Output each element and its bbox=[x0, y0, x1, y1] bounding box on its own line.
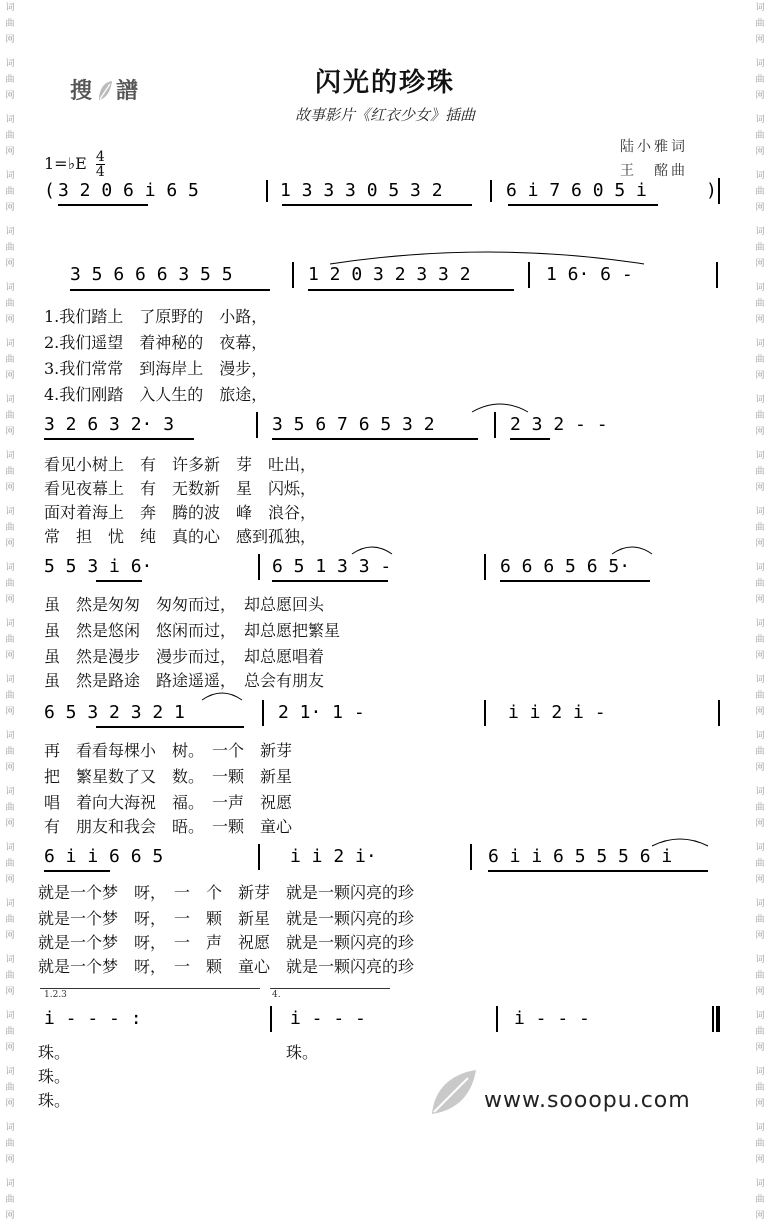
watermark-glyph: 网 bbox=[755, 539, 765, 549]
watermark-glyph: 网 bbox=[5, 35, 15, 45]
measure-3-2: 6 5 1 3 3 - bbox=[272, 556, 392, 577]
watermark-glyph: 曲 bbox=[5, 803, 15, 813]
beam bbox=[488, 870, 708, 872]
watermark-glyph: 曲 bbox=[5, 523, 15, 533]
logo-text-left: 搜 bbox=[70, 79, 95, 104]
watermark-glyph: 曲 bbox=[5, 1083, 15, 1093]
watermark-glyph: 网 bbox=[5, 91, 15, 101]
measure-5-1: 6 i i 6 6 5 bbox=[44, 846, 164, 867]
watermark-glyph: 曲 bbox=[5, 579, 15, 589]
watermark-glyph: 曲 bbox=[755, 971, 765, 981]
intro-close-paren: ) bbox=[706, 180, 717, 201]
watermark-glyph: 网 bbox=[5, 1155, 15, 1165]
watermark-glyph: 词 bbox=[755, 115, 765, 125]
watermark-glyph: 网 bbox=[5, 595, 15, 605]
song-title: 闪光的珍珠 bbox=[314, 68, 455, 98]
watermark-glyph: 词 bbox=[755, 787, 765, 797]
watermark-glyph: 词 bbox=[755, 563, 765, 573]
watermark-glyph: 网 bbox=[5, 203, 15, 213]
intro-measure-1: 3 2 0 6 i 6 5 bbox=[58, 180, 199, 201]
watermark-glyph: 词 bbox=[755, 171, 765, 181]
watermark-glyph: 网 bbox=[755, 931, 765, 941]
volta-bracket-1 bbox=[40, 988, 260, 989]
lyric-line: 珠。 bbox=[38, 1067, 71, 1086]
lyric-line: 珠。 bbox=[38, 1091, 71, 1110]
left-watermark-column bbox=[0, 0, 20, 1221]
measure-6-2: i - - - bbox=[290, 1008, 366, 1029]
watermark-glyph: 曲 bbox=[5, 635, 15, 645]
beam bbox=[282, 204, 472, 206]
watermark-glyph: 曲 bbox=[5, 467, 15, 477]
watermark-glyph: 曲 bbox=[755, 467, 765, 477]
barline bbox=[496, 1006, 498, 1032]
watermark-glyph: 网 bbox=[755, 1211, 765, 1221]
measure-1-3: 1 6· 6 - bbox=[546, 264, 633, 285]
watermark-glyph: 词 bbox=[5, 115, 15, 125]
watermark-glyph: 曲 bbox=[755, 523, 765, 533]
watermark-glyph: 曲 bbox=[755, 355, 765, 365]
barline bbox=[494, 412, 496, 438]
tie-slur bbox=[650, 834, 710, 848]
measure-4-3: i i 2 i - bbox=[508, 702, 606, 723]
leaf-icon bbox=[428, 1068, 480, 1118]
lyric-line: 常 担 忧 纯 真的心 感到孤独， bbox=[44, 527, 317, 546]
watermark-glyph: 曲 bbox=[755, 747, 765, 757]
watermark-glyph: 曲 bbox=[755, 187, 765, 197]
watermark-glyph: 网 bbox=[755, 147, 765, 157]
watermark-glyph: 网 bbox=[5, 427, 15, 437]
lyric-line: 2.我们遥望 着神秘的 夜幕， bbox=[44, 333, 268, 352]
volta-bracket-2 bbox=[270, 988, 390, 989]
watermark-glyph: 词 bbox=[5, 59, 15, 69]
lyric-line: 看见小树上 有 许多新 芽 吐出， bbox=[44, 455, 317, 474]
beam bbox=[70, 289, 270, 291]
watermark-glyph: 曲 bbox=[755, 691, 765, 701]
watermark-glyph: 词 bbox=[5, 675, 15, 685]
watermark-glyph: 曲 bbox=[755, 19, 765, 29]
watermark-glyph: 词 bbox=[755, 283, 765, 293]
watermark-glyph: 网 bbox=[755, 1099, 765, 1109]
lyric-line: 就是一个梦 呀， 一 颗 童心 就是一颗闪亮的珍 bbox=[38, 957, 415, 976]
beam bbox=[96, 726, 244, 728]
barline bbox=[718, 700, 720, 726]
beam bbox=[508, 204, 658, 206]
lyric-line: 把 繁星数了又 数。 一颗 新星 bbox=[44, 767, 293, 786]
watermark-glyph: 词 bbox=[5, 899, 15, 909]
measure-6-1: i - - - : bbox=[44, 1008, 142, 1029]
watermark-glyph: 网 bbox=[755, 1155, 765, 1165]
watermark-glyph: 词 bbox=[755, 1179, 765, 1189]
watermark-glyph: 曲 bbox=[755, 131, 765, 141]
watermark-glyph: 曲 bbox=[755, 1083, 765, 1093]
volta-label-1: 1.2.3 bbox=[44, 990, 67, 1000]
watermark-glyph: 词 bbox=[755, 507, 765, 517]
intro-measure-3: 6 i 7 6 0 5 i bbox=[506, 180, 647, 201]
measure-5-3: 6 i i 6 5 5 5 6 i bbox=[488, 846, 673, 867]
watermark-glyph: 曲 bbox=[755, 411, 765, 421]
watermark-glyph: 曲 bbox=[5, 355, 15, 365]
measure-5-2: i i 2 i· bbox=[290, 846, 377, 867]
watermark-glyph: 网 bbox=[5, 147, 15, 157]
watermark-glyph: 网 bbox=[755, 1043, 765, 1053]
watermark-glyph: 网 bbox=[755, 427, 765, 437]
watermark-glyph: 词 bbox=[755, 339, 765, 349]
watermark-glyph: 网 bbox=[5, 1211, 15, 1221]
intro-open-paren: ( bbox=[44, 180, 55, 201]
watermark-glyph: 曲 bbox=[755, 75, 765, 85]
barline bbox=[470, 844, 472, 870]
tie-slur bbox=[610, 542, 654, 556]
watermark-glyph: 网 bbox=[5, 987, 15, 997]
watermark-glyph: 网 bbox=[755, 203, 765, 213]
measure-6-3: i - - - bbox=[514, 1008, 590, 1029]
tie-slur bbox=[470, 398, 530, 414]
watermark-glyph: 曲 bbox=[755, 1195, 765, 1205]
watermark-glyph: 网 bbox=[755, 875, 765, 885]
watermark-glyph: 曲 bbox=[5, 915, 15, 925]
lyric-line: 面对着海上 奔 腾的波 峰 浪谷， bbox=[44, 503, 317, 522]
volta-label-2: 4. bbox=[272, 990, 281, 1000]
lyric-line: 珠。 bbox=[38, 1043, 71, 1062]
barline bbox=[490, 180, 492, 202]
watermark-glyph: 词 bbox=[755, 1067, 765, 1077]
tie-slur bbox=[200, 688, 244, 702]
intro-measure-2: 1 3 3 3 0 5 3 2 bbox=[280, 180, 443, 201]
watermark-glyph: 网 bbox=[5, 707, 15, 717]
watermark-glyph: 词 bbox=[5, 227, 15, 237]
lyric-line: 1.我们踏上 了原野的 小路， bbox=[44, 307, 268, 326]
watermark-glyph: 词 bbox=[5, 451, 15, 461]
beam bbox=[44, 438, 194, 440]
final-barline bbox=[716, 1006, 720, 1032]
watermark-glyph: 网 bbox=[5, 763, 15, 773]
lyric-line: 就是一个梦 呀， 一 个 新芽 就是一颗闪亮的珍 bbox=[38, 883, 415, 902]
watermark-glyph: 词 bbox=[5, 843, 15, 853]
time-bottom: 4 bbox=[95, 164, 105, 180]
lyric-line: 珠。 bbox=[286, 1043, 319, 1062]
lyric-line: 就是一个梦 呀， 一 颗 新星 就是一颗闪亮的珍 bbox=[38, 909, 415, 928]
watermark-glyph: 词 bbox=[5, 3, 15, 13]
beam bbox=[44, 870, 110, 872]
right-watermark-column bbox=[750, 0, 770, 1221]
watermark-glyph: 词 bbox=[5, 787, 15, 797]
tie-slur bbox=[328, 246, 648, 266]
watermark-glyph: 网 bbox=[5, 483, 15, 493]
watermark-glyph: 曲 bbox=[5, 75, 15, 85]
watermark-glyph: 网 bbox=[755, 763, 765, 773]
lyric-line: 唱 着向大海祝 福。 一声 祝愿 bbox=[44, 793, 293, 812]
tie-slur bbox=[350, 542, 394, 556]
watermark-glyph: 曲 bbox=[755, 1139, 765, 1149]
beam bbox=[500, 580, 650, 582]
watermark-glyph: 网 bbox=[755, 35, 765, 45]
watermark-glyph: 词 bbox=[755, 619, 765, 629]
watermark-glyph: 曲 bbox=[755, 1027, 765, 1037]
lyric-line: 看见夜幕上 有 无数新 星 闪烁， bbox=[44, 479, 317, 498]
watermark-glyph: 网 bbox=[755, 371, 765, 381]
beam bbox=[308, 289, 514, 291]
composer-credit: 王 酩曲 bbox=[620, 163, 688, 179]
lyric-line: 虽 然是悠闲 悠闲而过， 却总愿把繁星 bbox=[44, 621, 341, 640]
barline bbox=[256, 412, 258, 438]
measure-4-1: 6 5 3 2 3 2 1 bbox=[44, 702, 185, 723]
watermark-glyph: 词 bbox=[5, 955, 15, 965]
watermark-glyph: 网 bbox=[755, 819, 765, 829]
watermark-glyph: 曲 bbox=[5, 299, 15, 309]
watermark-glyph: 词 bbox=[5, 1067, 15, 1077]
lyric-line: 虽 然是漫步 漫步而过， 却总愿唱着 bbox=[44, 647, 325, 666]
watermark-glyph: 网 bbox=[755, 987, 765, 997]
measure-2-3: 2 3 2 - - bbox=[510, 414, 608, 435]
beam bbox=[272, 438, 478, 440]
watermark-glyph: 网 bbox=[5, 259, 15, 269]
lyric-line: 有 朋友和我会 晤。 一颗 童心 bbox=[44, 817, 293, 836]
watermark-glyph: 曲 bbox=[5, 1139, 15, 1149]
watermark-glyph: 曲 bbox=[755, 859, 765, 869]
barline bbox=[484, 554, 486, 580]
beam bbox=[96, 580, 142, 582]
watermark-glyph: 网 bbox=[5, 371, 15, 381]
watermark-glyph: 曲 bbox=[5, 411, 15, 421]
beam bbox=[510, 438, 550, 440]
watermark-glyph: 词 bbox=[755, 955, 765, 965]
watermark-glyph: 网 bbox=[5, 539, 15, 549]
watermark-glyph: 词 bbox=[5, 395, 15, 405]
watermark-glyph: 词 bbox=[5, 339, 15, 349]
measure-1-2: 1 2 0 3 2 3 3 2 bbox=[308, 264, 471, 285]
watermark-glyph: 词 bbox=[5, 731, 15, 741]
watermark-glyph: 曲 bbox=[755, 243, 765, 253]
barline bbox=[292, 262, 294, 288]
barline bbox=[484, 700, 486, 726]
watermark-glyph: 词 bbox=[755, 1011, 765, 1021]
watermark-glyph: 曲 bbox=[5, 859, 15, 869]
watermark-glyph: 词 bbox=[755, 731, 765, 741]
measure-4-2: 2 1· 1 - bbox=[278, 702, 365, 723]
watermark-glyph: 网 bbox=[5, 875, 15, 885]
watermark-glyph: 词 bbox=[755, 395, 765, 405]
watermark-glyph: 曲 bbox=[755, 579, 765, 589]
watermark-glyph: 曲 bbox=[5, 243, 15, 253]
watermark-glyph: 词 bbox=[755, 59, 765, 69]
site-url-link[interactable]: www.sooopu.com bbox=[484, 1088, 691, 1113]
watermark-glyph: 网 bbox=[5, 819, 15, 829]
barline bbox=[712, 1006, 714, 1032]
logo-text-right: 譜 bbox=[116, 79, 141, 104]
barline bbox=[718, 178, 720, 204]
watermark-glyph: 曲 bbox=[755, 803, 765, 813]
watermark-glyph: 曲 bbox=[5, 971, 15, 981]
watermark-glyph: 词 bbox=[5, 1179, 15, 1189]
key-signature bbox=[44, 150, 105, 179]
measure-2-1: 3 2 6 3 2· 3 bbox=[44, 414, 175, 435]
lyric-line: 就是一个梦 呀， 一 声 祝愿 就是一颗闪亮的珍 bbox=[38, 933, 415, 952]
watermark-glyph: 词 bbox=[755, 675, 765, 685]
watermark-glyph: 网 bbox=[5, 1043, 15, 1053]
barline bbox=[716, 262, 718, 288]
time-top: 4 bbox=[95, 149, 105, 165]
measure-1-1: 3 5 6 6 6 3 5 5 bbox=[70, 264, 233, 285]
watermark-glyph: 网 bbox=[5, 315, 15, 325]
watermark-glyph: 网 bbox=[755, 595, 765, 605]
watermark-glyph: 网 bbox=[755, 259, 765, 269]
watermark-glyph: 词 bbox=[5, 507, 15, 517]
watermark-glyph: 词 bbox=[755, 3, 765, 13]
watermark-glyph: 网 bbox=[755, 483, 765, 493]
watermark-glyph: 曲 bbox=[755, 915, 765, 925]
watermark-glyph: 词 bbox=[5, 283, 15, 293]
watermark-glyph: 曲 bbox=[5, 747, 15, 757]
measure-3-3: 6 6 6 5 6 5· bbox=[500, 556, 631, 577]
watermark-glyph: 词 bbox=[5, 563, 15, 573]
watermark-glyph: 网 bbox=[755, 707, 765, 717]
key-label: 1=♭E bbox=[44, 154, 87, 173]
barline bbox=[270, 1006, 272, 1032]
watermark-glyph: 词 bbox=[755, 451, 765, 461]
measure-2-2: 3 5 6 7 6 5 3 2 bbox=[272, 414, 435, 435]
watermark-glyph: 词 bbox=[5, 1011, 15, 1021]
barline bbox=[258, 554, 260, 580]
watermark-glyph: 网 bbox=[755, 651, 765, 661]
watermark-glyph: 网 bbox=[755, 315, 765, 325]
watermark-glyph: 网 bbox=[5, 931, 15, 941]
watermark-glyph: 词 bbox=[5, 619, 15, 629]
watermark-glyph: 曲 bbox=[5, 187, 15, 197]
watermark-glyph: 词 bbox=[755, 899, 765, 909]
song-subtitle: 故事影片《红衣少女》插曲 bbox=[294, 106, 475, 124]
barline bbox=[262, 700, 264, 726]
lyricist-credit: 陆小雅词 bbox=[620, 139, 688, 155]
watermark-glyph: 词 bbox=[5, 1123, 15, 1133]
barline bbox=[266, 180, 268, 202]
lyric-line: 再 看看每棵小 树。 一个 新芽 bbox=[44, 741, 293, 760]
lyric-line: 4.我们刚踏 入人生的 旅途， bbox=[44, 385, 268, 404]
watermark-glyph: 词 bbox=[755, 227, 765, 237]
watermark-glyph: 曲 bbox=[5, 691, 15, 701]
barline bbox=[258, 844, 260, 870]
watermark-glyph: 词 bbox=[5, 171, 15, 181]
watermark-glyph: 曲 bbox=[5, 19, 15, 29]
watermark-glyph: 曲 bbox=[5, 1027, 15, 1037]
watermark-glyph: 曲 bbox=[5, 1195, 15, 1205]
watermark-glyph: 曲 bbox=[755, 299, 765, 309]
lyric-line: 3.我们常常 到海岸上 漫步， bbox=[44, 359, 268, 378]
watermark-glyph: 网 bbox=[755, 91, 765, 101]
beam bbox=[272, 580, 388, 582]
watermark-glyph: 网 bbox=[5, 651, 15, 661]
measure-3-1: 5 5 3 i 6· bbox=[44, 556, 153, 577]
lyric-line: 虽 然是路途 路途遥遥， 总会有朋友 bbox=[44, 671, 325, 690]
beam bbox=[58, 204, 148, 206]
watermark-glyph: 网 bbox=[5, 1099, 15, 1109]
watermark-glyph: 曲 bbox=[755, 635, 765, 645]
lyric-line: 虽 然是匆匆 匆匆而过， 却总愿回头 bbox=[44, 595, 325, 614]
watermark-glyph: 词 bbox=[755, 843, 765, 853]
watermark-glyph: 曲 bbox=[5, 131, 15, 141]
watermark-glyph: 词 bbox=[755, 1123, 765, 1133]
